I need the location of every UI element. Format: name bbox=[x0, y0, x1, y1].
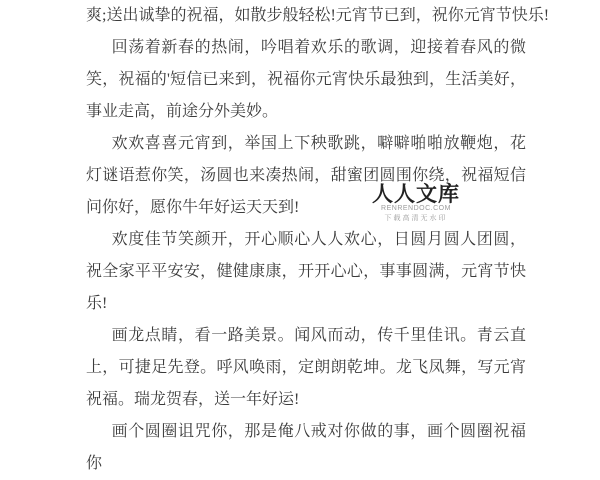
paragraph-3: 欢欢喜喜元宵到，举国上下秧歌跳，噼噼啪啪放鞭炮，花灯谜语惹你笑，汤圆也来凑热闹，甜蜜团圆围你绕，祝福短信问你好，愿你牛年好运天天到! bbox=[86, 135, 526, 216]
paragraph-6: 画个圆圈诅咒你，那是俺八戒对你做的事，画个圆圈祝福你 bbox=[86, 423, 526, 472]
paragraph-4: 欢度佳节笑颜开，开心顺心人人欢心，日圆月圆人团圆，祝全家平平安安，健健康康，开开心心，事事圆满，元宵节快乐! bbox=[86, 231, 526, 312]
paragraph-5: 画龙点睛，看一路美景。闻风而动，传千里佳讯。青云直上，可捷足先登。呼风唤雨，定朗朗乾坤。龙飞凤舞，写元宵祝福。瑞龙贺春，送一年好运! bbox=[86, 327, 526, 408]
paragraph-2: 回荡着新春的热闹，吟唱着欢乐的歌调，迎接着春风的微笑，祝福的'短信已来到，祝福你元宵快乐最独到，生活美好，事业走高，前途分外美妙。 bbox=[86, 39, 526, 120]
renrendoc-watermark bbox=[364, 183, 468, 223]
watermark-tagline: 下载高清无水印 bbox=[384, 215, 448, 222]
watermark-domain: RENRENDOC.COM bbox=[381, 205, 451, 212]
paragraph-1: 爽;送出诚挚的祝福，如散步般轻松!元宵节已到，祝你元宵节快乐! bbox=[86, 7, 550, 24]
document-text-block bbox=[86, 0, 550, 480]
watermark-title: 人人文库 bbox=[372, 182, 460, 206]
